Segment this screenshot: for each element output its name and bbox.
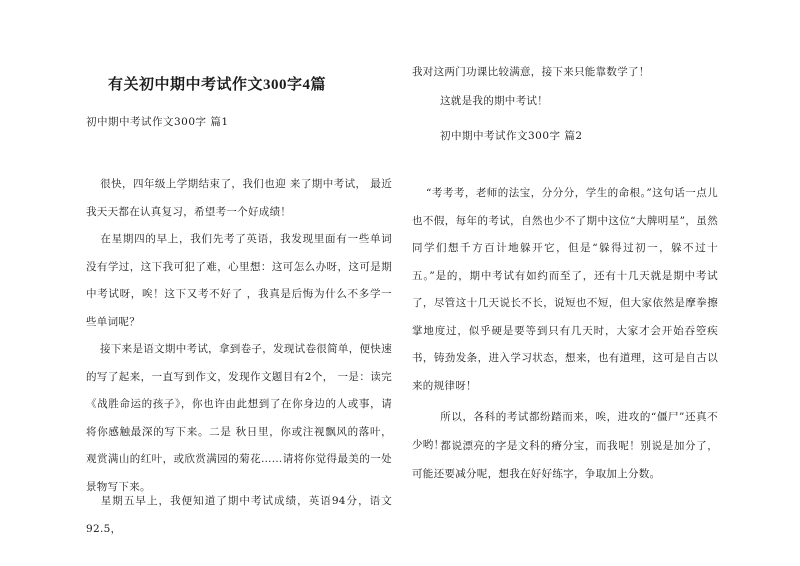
essay-1-paragraph-3 <box>86 336 392 501</box>
essay-2-paragraph-1 <box>412 180 718 400</box>
essay-1-paragraph-1 <box>86 171 392 226</box>
essay-1-paragraph-1-text: 很快，四年级上学期结束了，我们也迎 来了期中考试， 最近我天天都在认真复习，希望考一个好成绩！ <box>86 178 392 218</box>
essay-2-paragraph-3-text: 都说漂亮的字是文科的瘠分宝，而我呢！别说是加分了，可能还要减分呢，想我在好好练字，争取加上分数。 <box>412 440 718 480</box>
essay-1-paragraph-6-text: 这就是我的期中考试！ <box>440 95 548 107</box>
essay-1-heading: 初中期中考试作文300字 篇1 <box>86 116 229 128</box>
essay-1-paragraph-2 <box>86 226 392 336</box>
essay-1-paragraph-5 <box>412 59 718 87</box>
document-title: 有关初中期中考试作文300字4篇 <box>108 77 327 93</box>
essay-1-paragraph-4-text: 星期五早上，我便知道了期中考试成绩，英语94分，语文92.5， <box>86 495 392 535</box>
essay-2-paragraph-3 <box>412 433 718 488</box>
essay-1-paragraph-2-text: 在星期四的早上，我们先考了英语，我发现里面有一些单词 没有学过，这下我可犯了难，心里想：这可怎么办呀，这可是期中考试呀，唉！这下又考不好了 ，我真是后悔为什么不多学一些单词呢？ <box>86 233 392 328</box>
essay-1-paragraph-5-text: 我对这两门功课比较满意，接下来只能靠数学了！ <box>412 66 650 78</box>
essay-1-paragraph-4 <box>86 488 392 543</box>
essay-2-paragraph-1-text: “考考考，老师的法宝，分分分，学生的命根。”这句话一点儿也不假，每年的考试，自然也少不了期中这位“大牌明星”，虽然同学们想千方百计地躲开它，但是“躲得过初一，躲不过十五。”是的，期中考试有如约而至了，还有十几天就是期中考试了，尽管这十几天说长不长，说短也不短，但大家依然是摩拳擦掌地度过，似乎硬是要等到只有几天时，大家才会开始吞箜疾书，铸劲发条，进入学习状态，想来，也有道理，这可是自古以来的规律呀！ <box>412 187 718 392</box>
essay-2-heading: 初中期中考试作文300字 篇2 <box>440 130 583 142</box>
essay-1-paragraph-6 <box>412 88 718 116</box>
essay-1-paragraph-3-text: 接下来是语文期中考试，拿到卷子，发现试卷很简单，便快速的写了起来，一直写到作文，发现作文题目有2个， 一是：读完《战胜命运的孩子》，你也许由此想到了在你身边的人或事，请将你感触最深的写下来。二是 秋日里，你或注视飘风的落叶，观赏满山的红叶，或欣赏满园的菊花……请将你觉得最美的一处景物写下来。 <box>86 343 392 493</box>
essay-2-paragraph-2-text: 所以，各科的考试都纷踏而来，唉，进攻的“僵尸”还真不少哟！ <box>412 411 718 451</box>
